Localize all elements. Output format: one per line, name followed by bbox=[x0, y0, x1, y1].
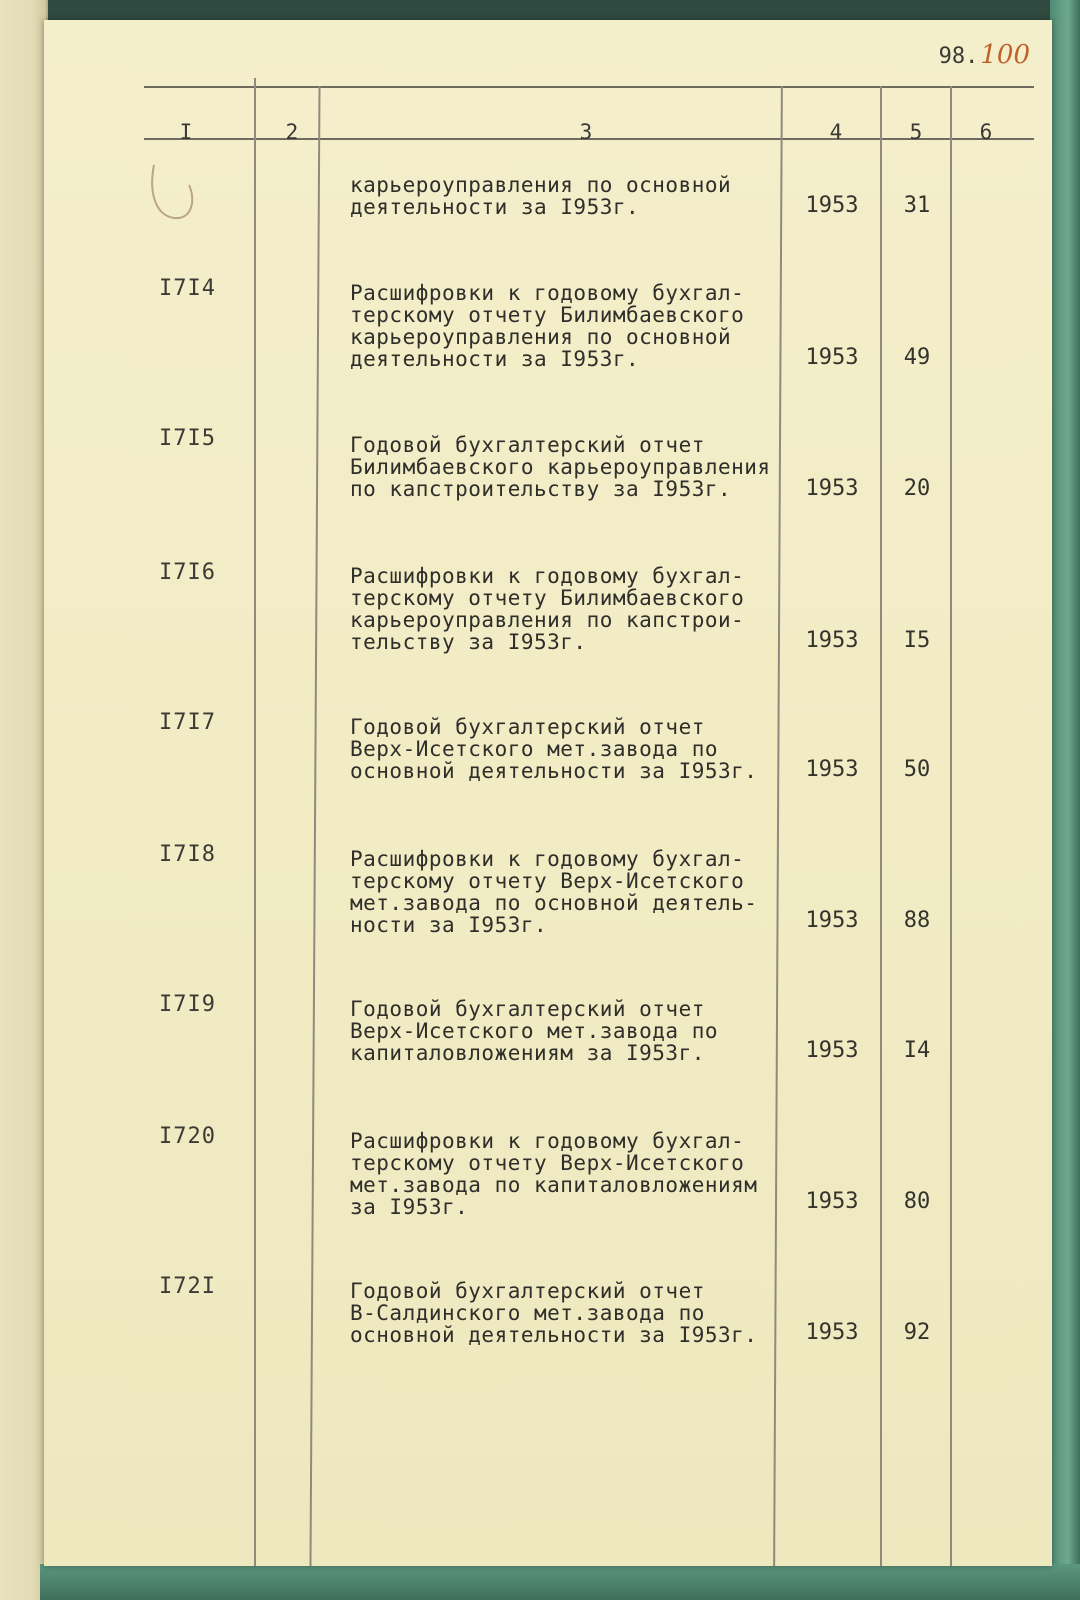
row-description: Годовой бухгалтерский отчет Верх-Исетского мет.завода по капиталовложениям за I953г. bbox=[350, 997, 719, 1065]
row-sheet-count: 92 bbox=[903, 1320, 931, 1345]
header-col-5: 5 bbox=[909, 120, 923, 144]
row-number: I7I9 bbox=[159, 992, 216, 1017]
row-sheet-count: 50 bbox=[903, 757, 931, 782]
binder-left-edge bbox=[0, 0, 48, 1600]
cover-bottom-edge bbox=[40, 1564, 1080, 1600]
row-description: Расшифровки к годовому бухгал- терскому отчету Билимбаевского карьероуправления по капстрои- тельству за I953г. bbox=[350, 564, 745, 654]
row-sheet-count: 80 bbox=[903, 1189, 931, 1214]
column-rule-1 bbox=[254, 78, 256, 1566]
row-year: 1953 bbox=[805, 757, 859, 782]
row-description: Годовой бухгалтерский отчет Билимбаевского карьероуправления по капстроительству за I953г. bbox=[350, 433, 771, 501]
cover-right-edge bbox=[1050, 0, 1080, 1600]
row-year: 1953 bbox=[805, 476, 859, 501]
row-sheet-count: I5 bbox=[903, 628, 931, 653]
column-rule-2 bbox=[309, 86, 320, 1566]
row-number: I7I7 bbox=[159, 710, 216, 735]
row-sheet-count: 49 bbox=[903, 345, 931, 370]
row-number: I7I4 bbox=[159, 276, 216, 301]
row-year: 1953 bbox=[805, 345, 859, 370]
row-sheet-count: I4 bbox=[903, 1038, 931, 1063]
row-sheet-count: 88 bbox=[903, 908, 931, 933]
folio-typed: 98. bbox=[938, 44, 979, 69]
folio-handwritten: 100 bbox=[980, 40, 1030, 70]
document-page bbox=[44, 20, 1052, 1566]
row-description: Годовой бухгалтерский отчет В-Салдинского мет.завода по основной деятельности за I953г. bbox=[350, 1279, 758, 1347]
row-description: Расшифровки к годовому бухгал- терскому отчету Билимбаевского карьероуправления по основной деятельности за I953г. bbox=[350, 281, 745, 371]
header-col-3: 3 bbox=[579, 120, 593, 144]
row-description: Расшифровки к годовому бухгал- терскому отчету Верх-Исетского мет.завода по капиталовложениям за I953г. bbox=[350, 1129, 758, 1219]
row-year: 1953 bbox=[805, 1038, 859, 1063]
row-sheet-count: 20 bbox=[903, 476, 931, 501]
row-description: Годовой бухгалтерский отчет Верх-Исетского мет.завода по основной деятельности за I953г. bbox=[350, 715, 758, 783]
row-year: 1953 bbox=[805, 1320, 859, 1345]
row-number: I720 bbox=[159, 1124, 216, 1149]
row-number: I7I8 bbox=[159, 842, 216, 867]
folio-number bbox=[939, 40, 1030, 70]
header-col-2: 2 bbox=[285, 120, 299, 144]
row-number: I7I6 bbox=[159, 560, 216, 585]
row-sheet-count: 31 bbox=[903, 193, 931, 218]
row-year: 1953 bbox=[805, 908, 859, 933]
row-year: 1953 bbox=[805, 1189, 859, 1214]
header-col-1: I bbox=[179, 120, 193, 144]
pencil-mark-icon bbox=[144, 160, 204, 230]
row-number: I72I bbox=[159, 1274, 216, 1299]
row-number: I7I5 bbox=[159, 426, 216, 451]
header-col-4: 4 bbox=[829, 120, 843, 144]
table-top-rule bbox=[144, 86, 1034, 88]
row-year: 1953 bbox=[805, 628, 859, 653]
row-description: Расшифровки к годовому бухгал- терскому отчету Верх-Исетского мет.завода по основной деятель- ности за I953г. bbox=[350, 847, 758, 937]
column-rule-5 bbox=[950, 86, 952, 1566]
row-description: карьероуправления по основной деятельности за I953г. bbox=[350, 173, 732, 219]
column-rule-4 bbox=[880, 86, 882, 1566]
header-col-6: 6 bbox=[979, 120, 993, 144]
row-year: 1953 bbox=[805, 193, 859, 218]
